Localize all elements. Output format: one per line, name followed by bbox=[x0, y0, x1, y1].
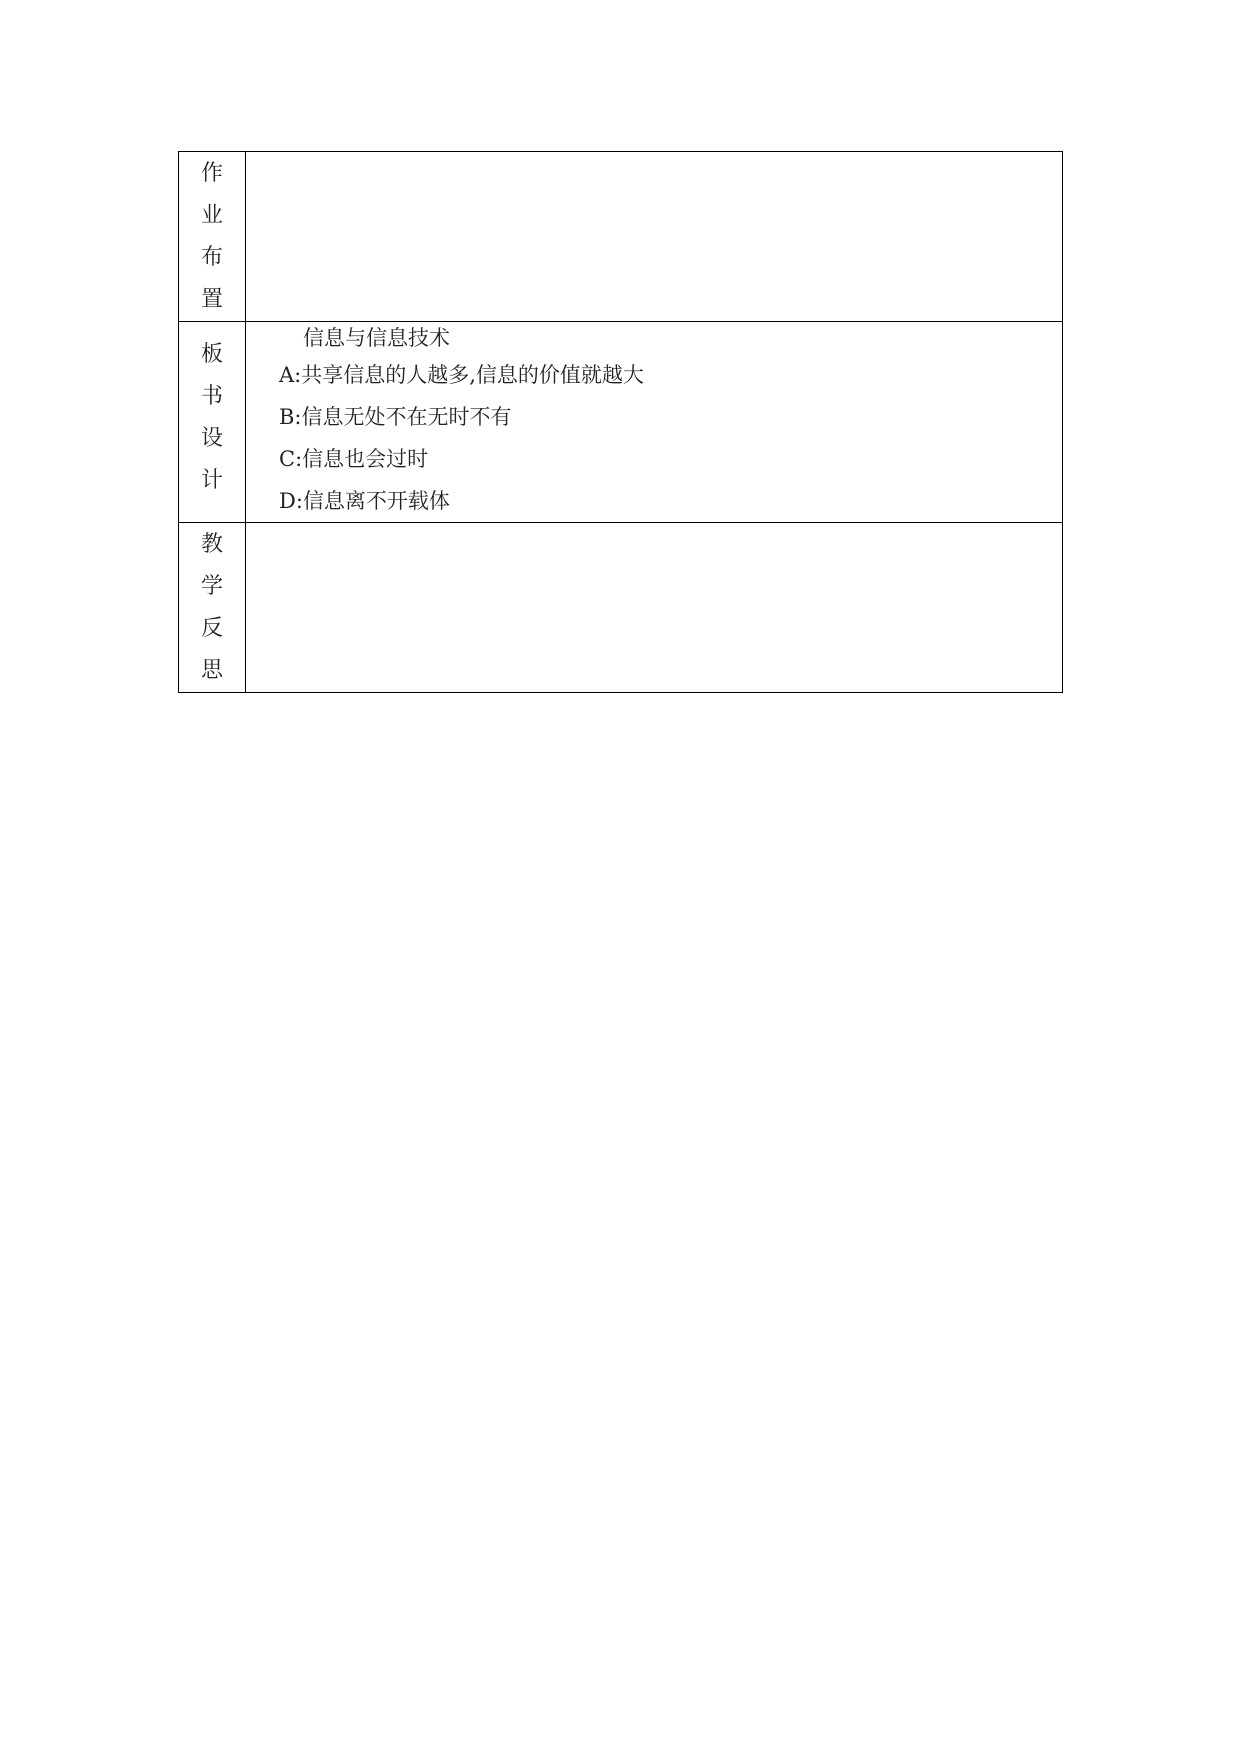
label-char: 板 bbox=[200, 342, 223, 367]
content-cell-teaching-reflection bbox=[246, 523, 1063, 693]
label-char: 学 bbox=[200, 574, 223, 599]
label-cell-board-design bbox=[179, 322, 246, 523]
label-cell-teaching-reflection bbox=[179, 523, 246, 693]
label-char: 书 bbox=[200, 384, 223, 409]
board-line-c: C:信息也会过时 bbox=[279, 447, 429, 471]
label-char: 作 bbox=[200, 161, 223, 186]
label-homework bbox=[179, 152, 245, 321]
board-line-a: A:共享信息的人越多,信息的价值就越大 bbox=[279, 363, 644, 387]
label-char: 思 bbox=[200, 658, 223, 683]
content-cell-homework bbox=[246, 152, 1063, 322]
label-char: 设 bbox=[200, 426, 223, 451]
label-char: 置 bbox=[200, 287, 223, 312]
table-row-teaching-reflection bbox=[179, 523, 1063, 693]
board-line-b: B:信息无处不在无时不有 bbox=[279, 405, 512, 429]
label-board-design bbox=[179, 322, 245, 502]
label-cell-homework bbox=[179, 152, 246, 322]
table-row-board-design bbox=[179, 322, 1063, 523]
table-row-homework bbox=[179, 152, 1063, 322]
label-char: 反 bbox=[200, 616, 223, 641]
label-char: 业 bbox=[200, 203, 223, 228]
label-teaching-reflection bbox=[179, 523, 245, 692]
label-char: 教 bbox=[200, 532, 223, 557]
board-title: 信息与信息技术 bbox=[303, 326, 450, 350]
content-cell-board-design bbox=[246, 322, 1063, 523]
label-char: 布 bbox=[200, 245, 223, 270]
label-char: 计 bbox=[200, 468, 223, 493]
lesson-plan-table bbox=[178, 151, 1063, 693]
board-line-d: D:信息离不开载体 bbox=[279, 489, 450, 513]
board-design-content bbox=[246, 322, 1062, 522]
